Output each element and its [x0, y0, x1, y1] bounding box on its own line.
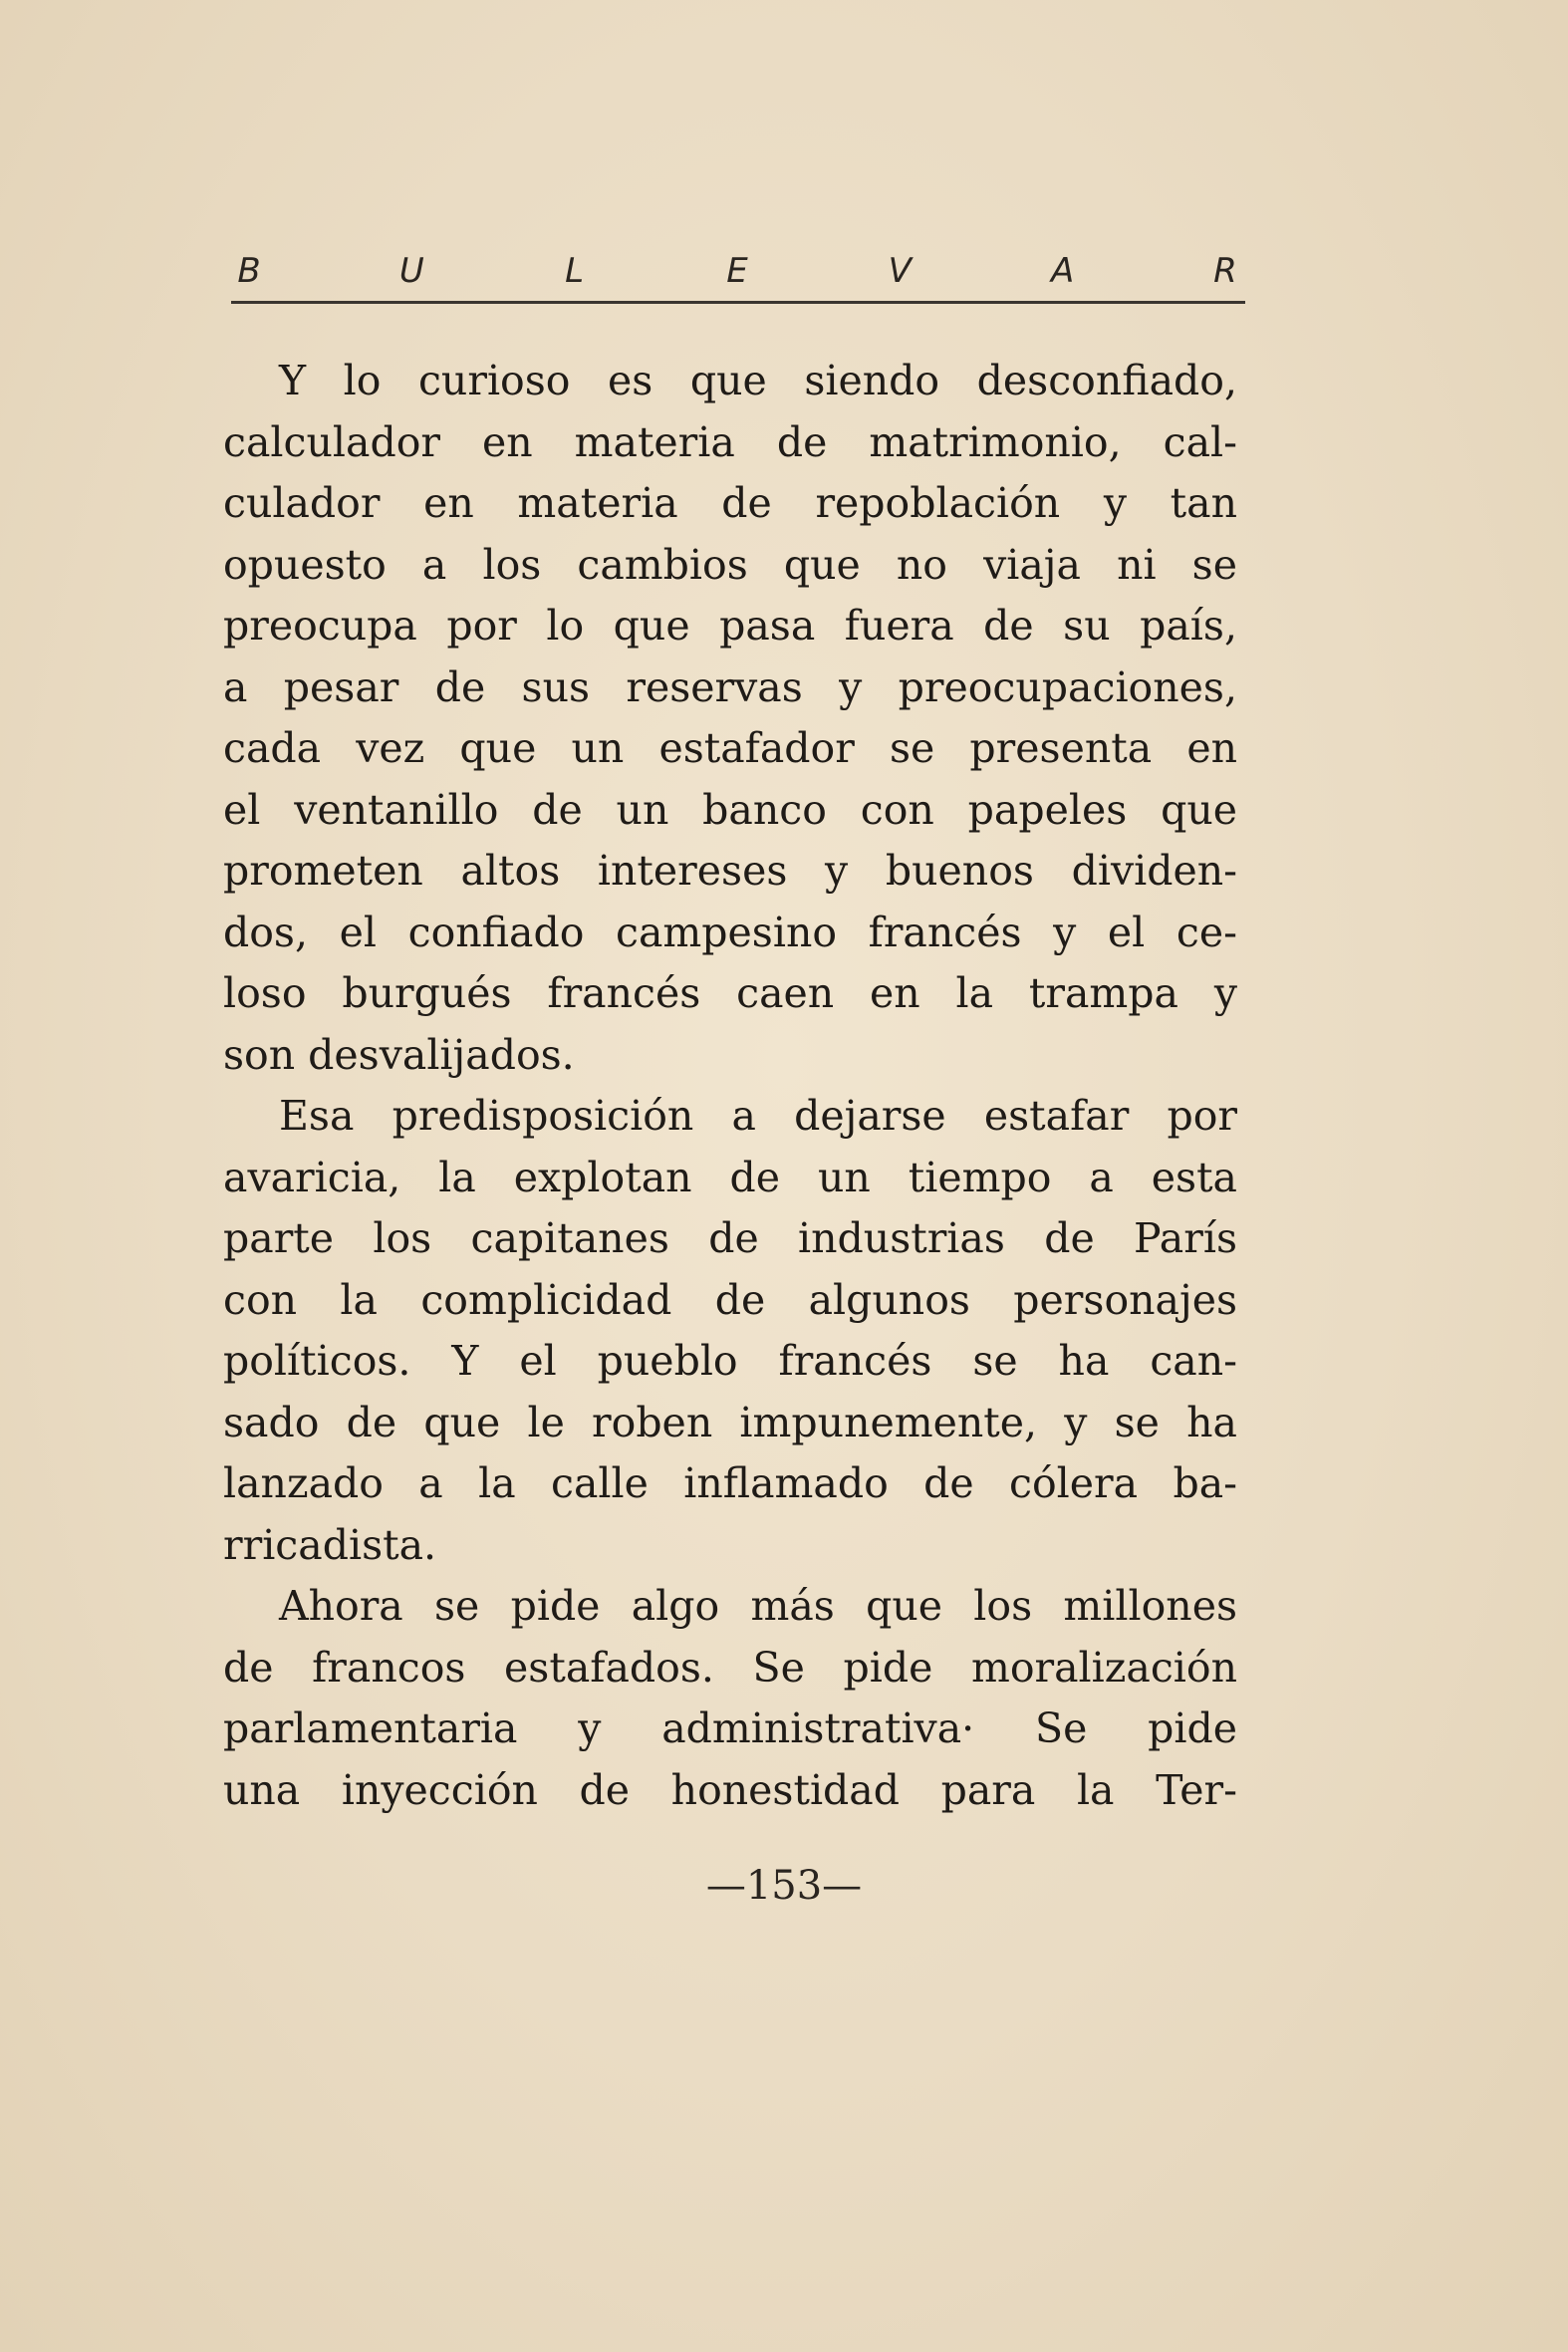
text-line: con la complicidad de algunos personajes: [223, 1275, 1237, 1324]
text-line: preocupa por lo que pasa fuera de su país,: [223, 602, 1237, 650]
text-line: lanzado a la calle inflamado de cólera ba-: [223, 1459, 1237, 1507]
page-number: —153—: [705, 1863, 863, 1909]
text-line: culador en materia de repoblación y tan: [223, 479, 1237, 527]
text-line: avaricia, la explotan de un tiempo a esta: [223, 1153, 1237, 1201]
running-head-letter: B: [237, 251, 261, 291]
text-line: parlamentaria y administrativa· Se pide: [223, 1704, 1237, 1752]
text-line: dos, el confiado campesino francés y el ce-: [223, 908, 1237, 956]
text-line: parte los capitanes de industrias de París: [223, 1214, 1237, 1262]
running-head-letter: V: [888, 251, 912, 291]
text-line: prometen altos intereses y buenos dividen-: [223, 847, 1237, 895]
text-line: a pesar de sus reservas y preocupaciones,: [223, 662, 1237, 711]
running-head: [229, 231, 1245, 291]
text-line: rricadista.: [223, 1520, 437, 1569]
running-head-letter: E: [726, 251, 748, 291]
running-head-letter: U: [398, 251, 424, 291]
text-line: opuesto a los cambios que no viaja ni se: [223, 540, 1237, 589]
paragraph-3: [223, 1576, 1237, 1821]
paragraph-2: [223, 1086, 1237, 1576]
text-line: una inyección de honestidad para la Ter-: [223, 1765, 1237, 1814]
text-line: Y lo curioso es que siendo desconfiado,: [279, 357, 1237, 404]
running-head-letter: R: [1213, 251, 1237, 291]
running-head-letter: A: [1051, 251, 1075, 291]
text-line: cada vez que un estafador se presenta en: [223, 724, 1237, 772]
text-line: políticos. Y el pueblo francés se ha can-: [223, 1337, 1237, 1385]
text-line: calculador en materia de matrimonio, cal-: [223, 417, 1237, 466]
header-rule: [231, 301, 1245, 304]
text-line: Esa predisposición a dejarse estafar por: [279, 1092, 1237, 1140]
text-line: son desvalijados.: [223, 1030, 575, 1079]
running-head-letter: L: [565, 251, 585, 291]
text-line: de francos estafados. Se pide moralización: [223, 1643, 1237, 1692]
text-line: el ventanillo de un banco con papeles que: [223, 785, 1237, 834]
paragraph-1: [223, 351, 1237, 1086]
text-line: sado de que le roben impunemente, y se ha: [223, 1398, 1237, 1446]
text-line: Ahora se pide algo más que los millones: [279, 1582, 1237, 1630]
text-line: loso burgués francés caen en la trampa y: [223, 969, 1237, 1017]
body-text: [223, 351, 1237, 1821]
